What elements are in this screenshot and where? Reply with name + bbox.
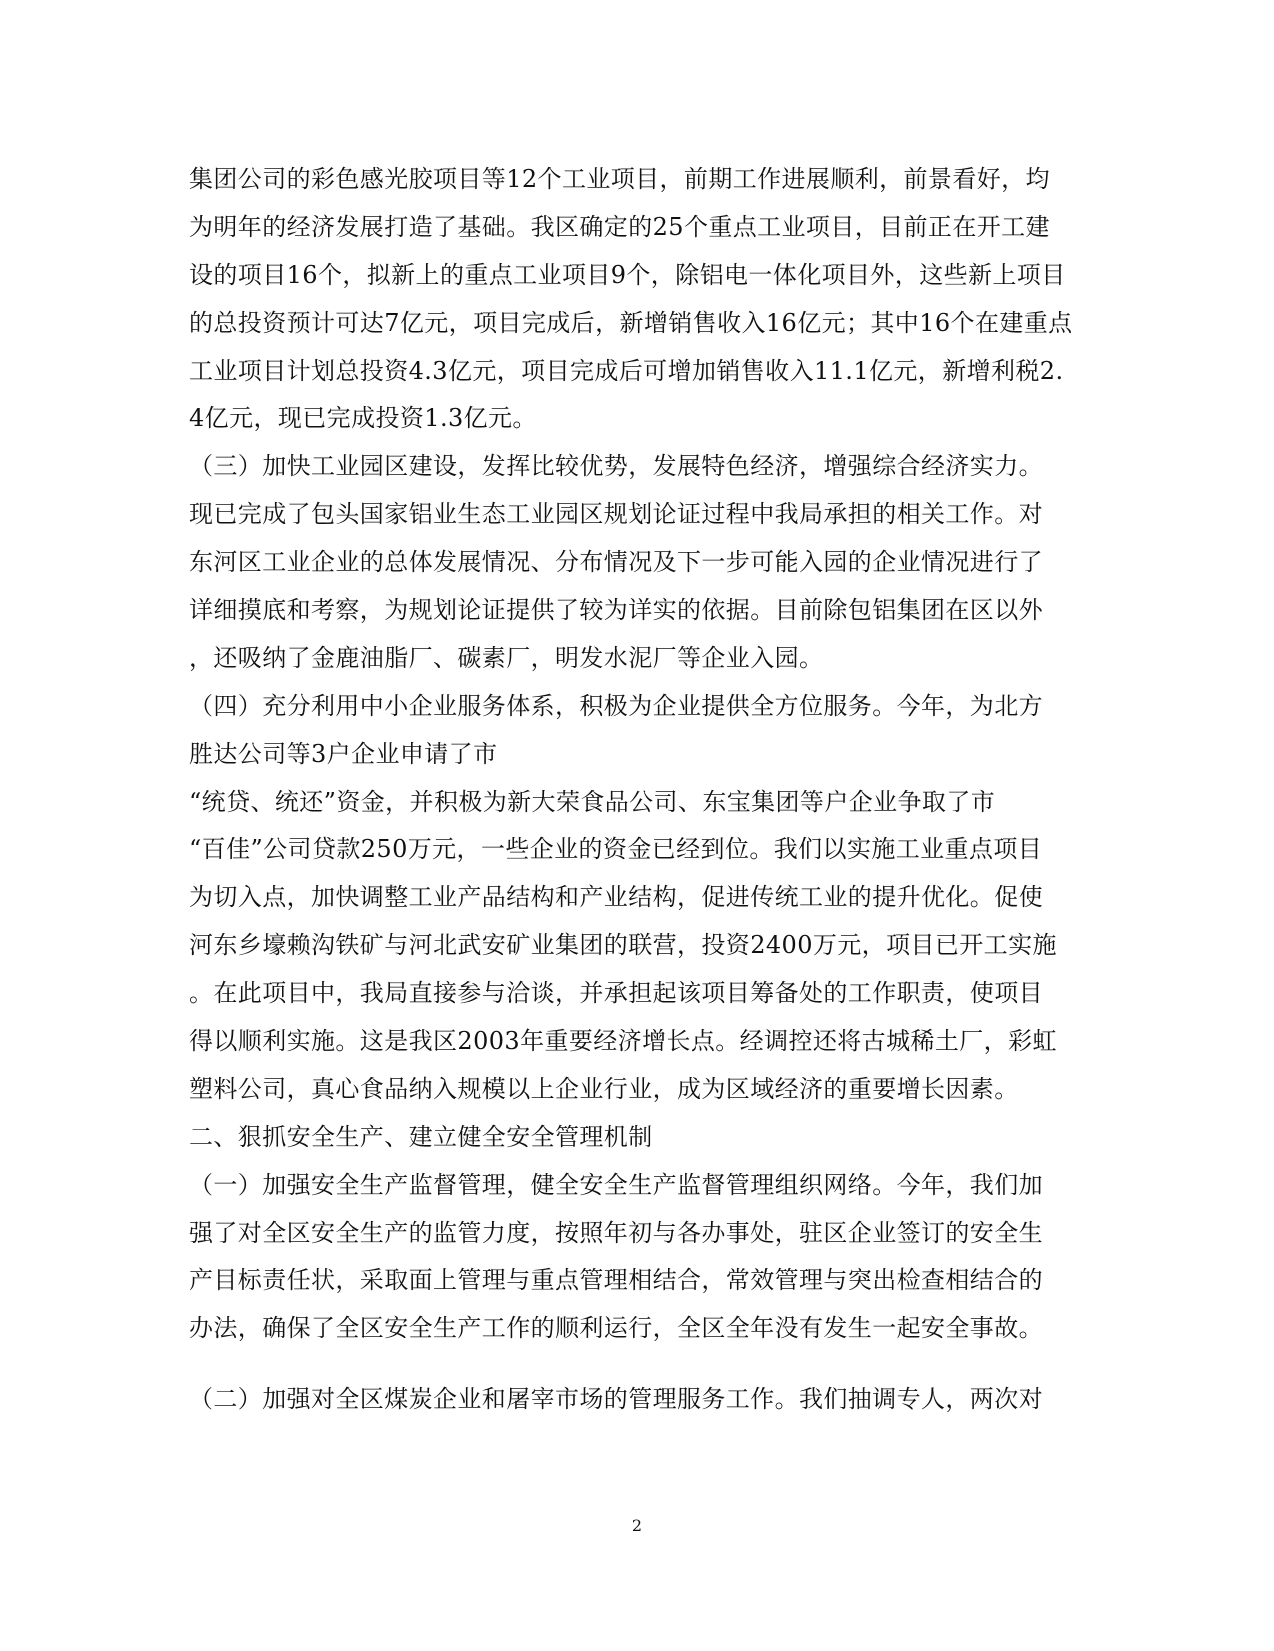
section-heading-line: （一）加强安全生产监督管理，健全安全生产监督管理组织网络。今年，我们加: [189, 1170, 1043, 1199]
text-line: “统贷、统还”资金，并积极为新大荣食品公司、东宝集团等户企业争取了市: [189, 787, 996, 816]
text-line: 的总投资预计可达7亿元，项目完成后，新增销售收入16亿元；其中16个在建重点: [189, 308, 1073, 337]
section-heading-line: （四）充分利用中小企业服务体系，积极为企业提供全方位服务。今年，为北方: [189, 691, 1043, 720]
section-heading-line: （二）加强对全区煤炭企业和屠宰市场的管理服务工作。我们抽调专人，两次对: [189, 1385, 1043, 1414]
text-line: 东河区工业企业的总体发展情况、分布情况及下一步可能入园的企业情况进行了: [189, 548, 1043, 577]
text-line: 详细摸底和考察，为规划论证提供了较为详实的依据。目前除包铝集团在区以外: [189, 596, 1043, 625]
text-line: 为明年的经济发展打造了基础。我区确定的25个重点工业项目，目前正在开工建: [189, 212, 1050, 241]
document-body: [189, 156, 1089, 1424]
text-line: 4亿元，现已完成投资1.3亿元。: [189, 404, 537, 433]
text-line: 现已完成了包头国家铝业生态工业园区规划论证过程中我局承担的相关工作。对: [189, 500, 1043, 529]
text-line: ，还吸纳了金鹿油脂厂、碳素厂，明发水泥厂等企业入园。: [189, 643, 824, 672]
text-line: 工业项目计划总投资4.3亿元，项目完成后可增加销售收入11.1亿元，新增利税2.: [189, 356, 1064, 385]
text-line: 集团公司的彩色感光胶项目等12个工业项目，前期工作进展顺利，前景看好，均: [189, 165, 1050, 193]
text-line: 河东乡壕赖沟铁矿与河北武安矿业集团的联营，投资2400万元，项目已开工实施: [189, 931, 1057, 960]
text-line: “百佳”公司贷款250万元，一些企业的资金已经到位。我们以实施工业重点项目: [189, 835, 1043, 864]
text-line: 产目标责任状，采取面上管理与重点管理相结合，常效管理与突出检查相结合的: [189, 1266, 1043, 1295]
text-line: 。在此项目中，我局直接参与洽谈，并承担起该项目筹备处的工作职责，使项目: [189, 979, 1043, 1008]
page-number: 2: [631, 1516, 643, 1535]
text-line: 办法，确保了全区安全生产工作的顺利运行，全区全年没有发生一起安全事故。: [189, 1314, 1043, 1343]
text-line: 胜达公司等3户企业申请了市: [189, 739, 498, 768]
text-line: 强了对全区安全生产的监管力度，按照年初与各办事处，驻区企业签订的安全生: [189, 1218, 1043, 1247]
section-heading-line: （三）加快工业园区建设，发挥比较优势，发展特色经济，增强综合经济实力。: [189, 452, 1043, 481]
text-line: 为切入点，加快调整工业产品结构和产业结构，促进传统工业的提升优化。促使: [189, 883, 1043, 912]
section-heading-line: 二、狠抓安全生产、建立健全安全管理机制: [189, 1122, 653, 1151]
text-line: 设的项目16个，拟新上的重点工业项目9个，除铝电一体化项目外，这些新上项目: [189, 260, 1066, 289]
text-line: 得以顺利实施。这是我区2003年重要经济增长点。经调控还将古城稀土厂，彩虹: [189, 1027, 1057, 1056]
text-line: 塑料公司，真心食品纳入规模以上企业行业，成为区域经济的重要增长因素。: [189, 1074, 1019, 1103]
